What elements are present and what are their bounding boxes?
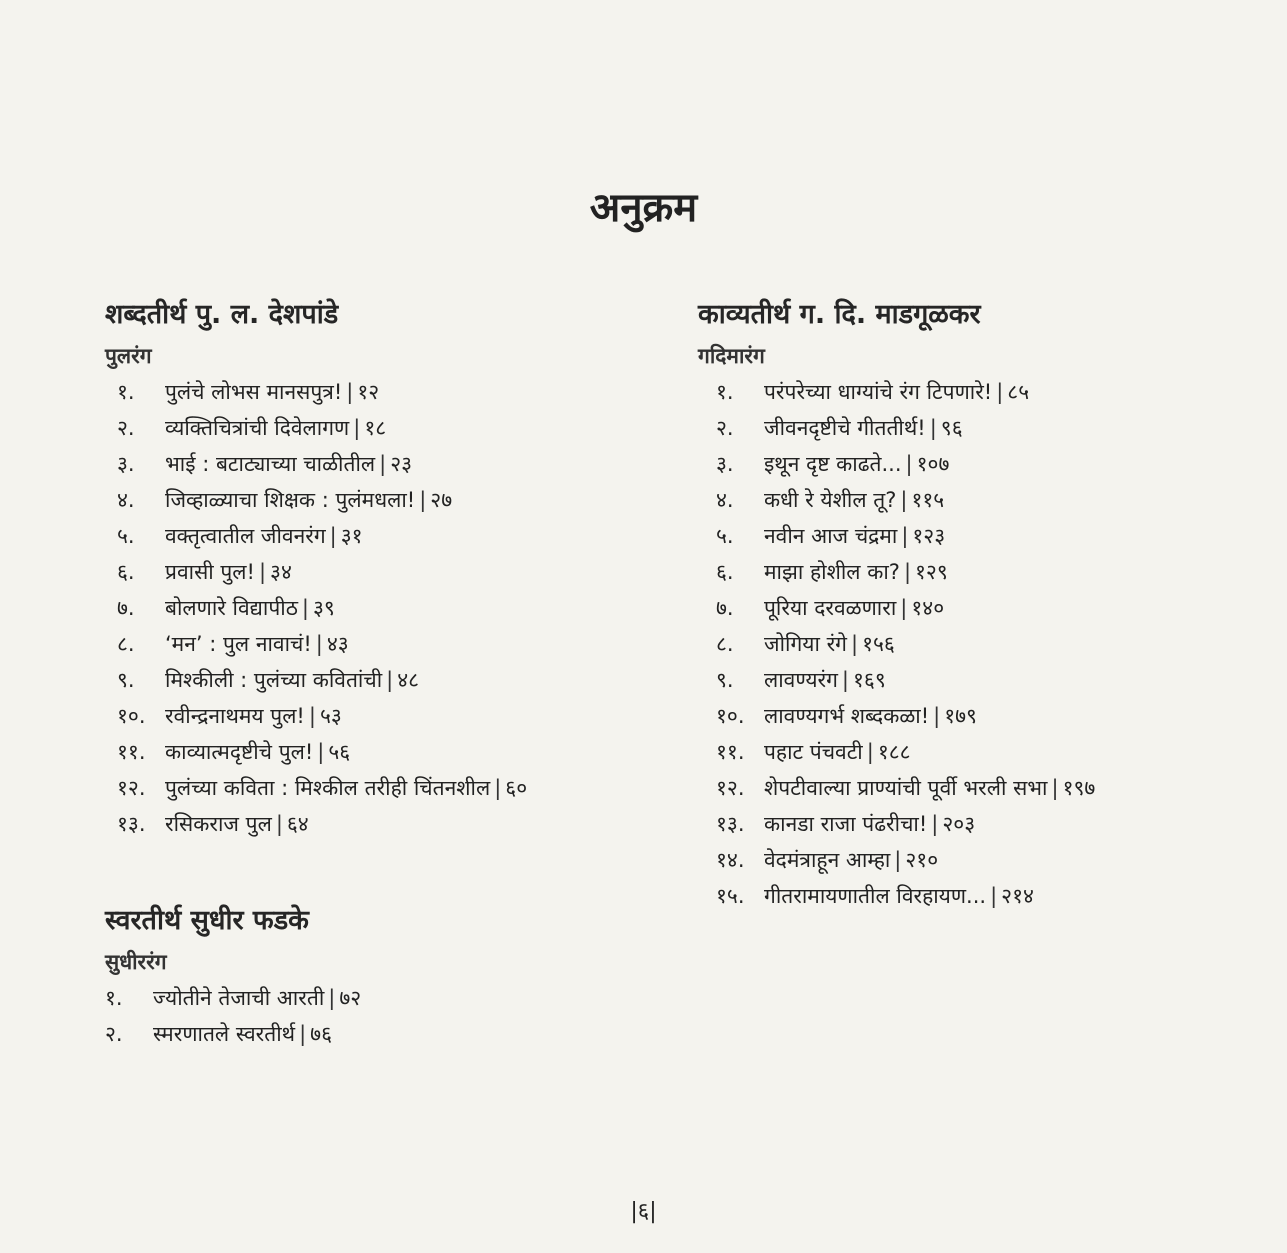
toc-entry-number: १०. xyxy=(117,704,146,728)
toc-entry-title: वेदमंत्राहून आम्हा xyxy=(764,848,891,872)
toc-list-gadimarang xyxy=(698,374,1258,914)
toc-separator: | xyxy=(299,1022,307,1046)
toc-entry-number: १२. xyxy=(117,776,146,800)
toc-entry-number: २. xyxy=(105,1022,123,1046)
toc-entry-title: नवीन आज चंद्रमा xyxy=(764,524,898,548)
section-subtitle-gadimarang: गदिमारंग xyxy=(698,344,765,368)
left-column xyxy=(105,292,665,1052)
toc-entry-page: १९७ xyxy=(1062,776,1096,800)
toc-entry xyxy=(698,374,1258,410)
toc-entry xyxy=(117,806,665,842)
toc-entry-page: १६९ xyxy=(853,668,886,692)
toc-entry-number: ८. xyxy=(716,632,734,656)
toc-separator: | xyxy=(900,596,908,620)
toc-entry-page: २०३ xyxy=(942,812,976,836)
toc-entry-number: २. xyxy=(117,416,135,440)
toc-entry-title: कधी रे येशील तू? xyxy=(764,488,897,512)
toc-separator: | xyxy=(901,524,909,548)
toc-entry-number: ६. xyxy=(716,560,734,584)
toc-entry-page: २३ xyxy=(390,452,413,476)
toc-entry xyxy=(105,1016,665,1052)
section-title-deshpande: शब्दतीर्थ पु. ल. देशपांडे xyxy=(105,299,339,330)
toc-entry-page: १०७ xyxy=(916,452,950,476)
toc-entry xyxy=(117,482,665,518)
toc-entry xyxy=(698,626,1258,662)
toc-separator: | xyxy=(317,740,325,764)
toc-entry xyxy=(117,590,665,626)
toc-entry xyxy=(698,770,1258,806)
toc-entry-number: ९. xyxy=(716,668,734,692)
toc-entry-number: १४. xyxy=(716,848,745,872)
toc-entry-title: रसिकराज पुल xyxy=(165,812,272,836)
toc-separator: | xyxy=(328,986,336,1010)
toc-entry xyxy=(117,446,665,482)
toc-entry-title: लावण्यरंग xyxy=(764,668,838,692)
toc-separator: | xyxy=(308,704,316,728)
toc-entry-number: ५. xyxy=(716,524,734,548)
toc-entry xyxy=(117,734,665,770)
toc-entry-title: व्यक्तिचित्रांची दिवेलागण xyxy=(165,416,350,440)
toc-entry xyxy=(698,698,1258,734)
toc-list-sudhirrang xyxy=(105,980,665,1052)
toc-entry-number: ४. xyxy=(716,488,734,512)
toc-entry-number: २. xyxy=(716,416,734,440)
toc-entry-page: १८ xyxy=(364,416,387,440)
toc-separator: | xyxy=(929,416,937,440)
toc-entry-page: ५३ xyxy=(319,704,342,728)
toc-entry-page: १७९ xyxy=(944,704,977,728)
toc-entry-page: ६४ xyxy=(286,812,309,836)
toc-entry xyxy=(105,980,665,1016)
toc-entry-page: १२ xyxy=(357,380,380,404)
toc-entry-title: स्मरणातले स्वरतीर्थ xyxy=(153,1022,296,1046)
toc-separator: | xyxy=(379,452,387,476)
toc-entry-page: १८८ xyxy=(877,740,911,764)
toc-entry-number: ५. xyxy=(117,524,135,548)
toc-separator: | xyxy=(419,488,427,512)
toc-entry-title: गीतरामायणातील विरहायण... xyxy=(764,884,987,908)
section-spacer xyxy=(105,842,665,898)
toc-entry-title: पहाट पंचवटी xyxy=(764,740,863,764)
toc-entry-page: १२९ xyxy=(915,560,948,584)
toc-entry xyxy=(698,806,1258,842)
toc-entry xyxy=(698,662,1258,698)
toc-entry-number: ११. xyxy=(716,740,745,764)
toc-separator: | xyxy=(346,380,354,404)
toc-separator: | xyxy=(903,560,912,584)
toc-entry-title: ‘मन’ : पुल नावाचं! xyxy=(165,632,312,656)
toc-entry-number: १५. xyxy=(716,884,745,908)
toc-entry-title: माझा होशील का? xyxy=(764,560,900,584)
toc-entry-number: ९. xyxy=(117,668,135,692)
toc-separator: | xyxy=(315,632,323,656)
page-number-value: ६ xyxy=(637,1199,650,1224)
toc-entry-page: ७६ xyxy=(310,1022,333,1046)
toc-entry-title: लावण्यगर्भ शब्दकळा! xyxy=(764,704,930,728)
toc-entry-title: ज्योतीने तेजाची आरती xyxy=(153,986,325,1010)
toc-entry-number: ३. xyxy=(117,452,135,476)
toc-separator: | xyxy=(996,380,1004,404)
toc-separator: | xyxy=(905,452,913,476)
toc-separator: | xyxy=(1051,776,1059,800)
toc-entry-page: ४८ xyxy=(397,668,420,692)
toc-entry xyxy=(117,698,665,734)
toc-entry-title: शेपटीवाल्या प्राण्यांची पूर्वी भरली सभा xyxy=(764,776,1048,800)
toc-entry-title: पूरिया दरवळणारा xyxy=(764,596,897,620)
toc-entry xyxy=(698,482,1258,518)
toc-entry-title: जिव्हाळ्याचा शिक्षक : पुलंमधला! xyxy=(165,488,416,512)
toc-entry-number: ३. xyxy=(716,452,734,476)
toc-entry-page: ३४ xyxy=(270,560,292,584)
toc-entry-number: ४. xyxy=(117,488,135,512)
toc-entry-number: १. xyxy=(105,986,123,1010)
toc-entry xyxy=(117,662,665,698)
toc-entry xyxy=(117,374,665,410)
section-title-madgulkar: काव्यतीर्थ ग. दि. माडगूळकर xyxy=(698,299,981,330)
toc-entry-page: ७२ xyxy=(339,986,362,1010)
toc-entry-number: १३. xyxy=(117,812,146,836)
toc-separator: | xyxy=(301,596,309,620)
toc-separator: | xyxy=(894,848,902,872)
toc-entry xyxy=(698,842,1258,878)
toc-entry-page: १२३ xyxy=(912,524,946,548)
toc-entry xyxy=(117,410,665,446)
toc-separator: | xyxy=(990,884,998,908)
section-subtitle-pulrang: पुलरंग xyxy=(105,344,152,368)
toc-entry-page: ४३ xyxy=(326,632,349,656)
toc-separator: | xyxy=(900,488,908,512)
toc-entry xyxy=(698,518,1258,554)
toc-entry xyxy=(698,590,1258,626)
toc-entry-title: मिश्कीली : पुलंच्या कवितांची xyxy=(165,668,383,692)
toc-separator: | xyxy=(329,524,337,548)
toc-entry xyxy=(698,446,1258,482)
toc-entry-number: १०. xyxy=(716,704,745,728)
toc-entry xyxy=(698,878,1258,914)
toc-list-pulrang xyxy=(105,374,665,842)
toc-entry-number: ८. xyxy=(117,632,135,656)
right-column xyxy=(698,292,1258,914)
toc-entry-title: जीवनदृष्टीचे गीततीर्थ! xyxy=(764,416,926,440)
toc-separator: | xyxy=(258,560,267,584)
toc-entry xyxy=(117,626,665,662)
toc-entry-number: १. xyxy=(716,380,734,404)
toc-entry-page: २१० xyxy=(905,848,939,872)
toc-separator: | xyxy=(841,668,849,692)
toc-separator: | xyxy=(933,704,941,728)
toc-entry-page: ८५ xyxy=(1007,380,1030,404)
toc-separator: | xyxy=(866,740,874,764)
toc-entry xyxy=(117,770,665,806)
toc-entry-title: पुलंचे लोभस मानसपुत्र! xyxy=(165,380,343,404)
toc-entry-number: ११. xyxy=(117,740,146,764)
page-title: अनुक्रम xyxy=(589,185,698,231)
toc-separator: | xyxy=(851,632,859,656)
toc-entry-number: १३. xyxy=(716,812,745,836)
toc-separator: | xyxy=(494,776,502,800)
toc-entry xyxy=(698,734,1258,770)
toc-entry-title: बोलणारे विद्यापीठ xyxy=(165,596,298,620)
toc-entry-page: २७ xyxy=(430,488,453,512)
toc-entry-page: ११५ xyxy=(911,488,945,512)
toc-entry-number: ६. xyxy=(117,560,135,584)
toc-entry-title: पुलंच्या कविता : मिश्कील तरीही चिंतनशील xyxy=(165,776,491,800)
toc-entry-page: १५६ xyxy=(862,632,895,656)
toc-entry-number: ७. xyxy=(117,596,135,620)
toc-entry-title: भाई : बटाट्याच्या चाळीतील xyxy=(165,452,376,476)
toc-separator: | xyxy=(353,416,361,440)
toc-entry xyxy=(698,554,1258,590)
toc-entry-title: काव्यात्मदृष्टीचे पुल! xyxy=(165,740,314,764)
toc-entry-page: ५६ xyxy=(328,740,351,764)
toc-separator: | xyxy=(386,668,394,692)
toc-entry-title: कानडा राजा पंढरीचा! xyxy=(764,812,928,836)
page-number: |६| xyxy=(630,1199,657,1224)
toc-entry-title: परंपरेच्या धाग्यांचे रंग टिपणारे! xyxy=(764,380,993,404)
toc-entry xyxy=(117,518,665,554)
toc-entry xyxy=(117,554,665,590)
toc-entry-title: जोगिया रंगे xyxy=(764,632,847,656)
toc-entry-number: १. xyxy=(117,380,135,404)
toc-entry-title: प्रवासी पुल! xyxy=(165,560,255,584)
toc-entry-page: ३१ xyxy=(340,524,363,548)
toc-entry-page: २१४ xyxy=(1001,884,1034,908)
toc-entry-page: १४० xyxy=(911,596,945,620)
toc-entry-page: ३९ xyxy=(312,596,335,620)
toc-entry-page: ६० xyxy=(505,776,528,800)
toc-entry-number: १२. xyxy=(716,776,745,800)
toc-separator: | xyxy=(931,812,939,836)
toc-entry-number: ७. xyxy=(716,596,734,620)
toc-entry-title: इथून दृष्ट काढते... xyxy=(764,452,902,476)
toc-entry xyxy=(698,410,1258,446)
toc-separator: | xyxy=(275,812,283,836)
toc-entry-title: वक्तृत्वातील जीवनरंग xyxy=(165,524,326,548)
section-title-phadke: स्वरतीर्थ सुधीर फडके xyxy=(105,905,309,936)
toc-entry-title: रवीन्द्रनाथमय पुल! xyxy=(165,704,305,728)
section-subtitle-sudhirrang: सुधीररंग xyxy=(105,950,167,974)
toc-entry-page: ९६ xyxy=(940,416,963,440)
